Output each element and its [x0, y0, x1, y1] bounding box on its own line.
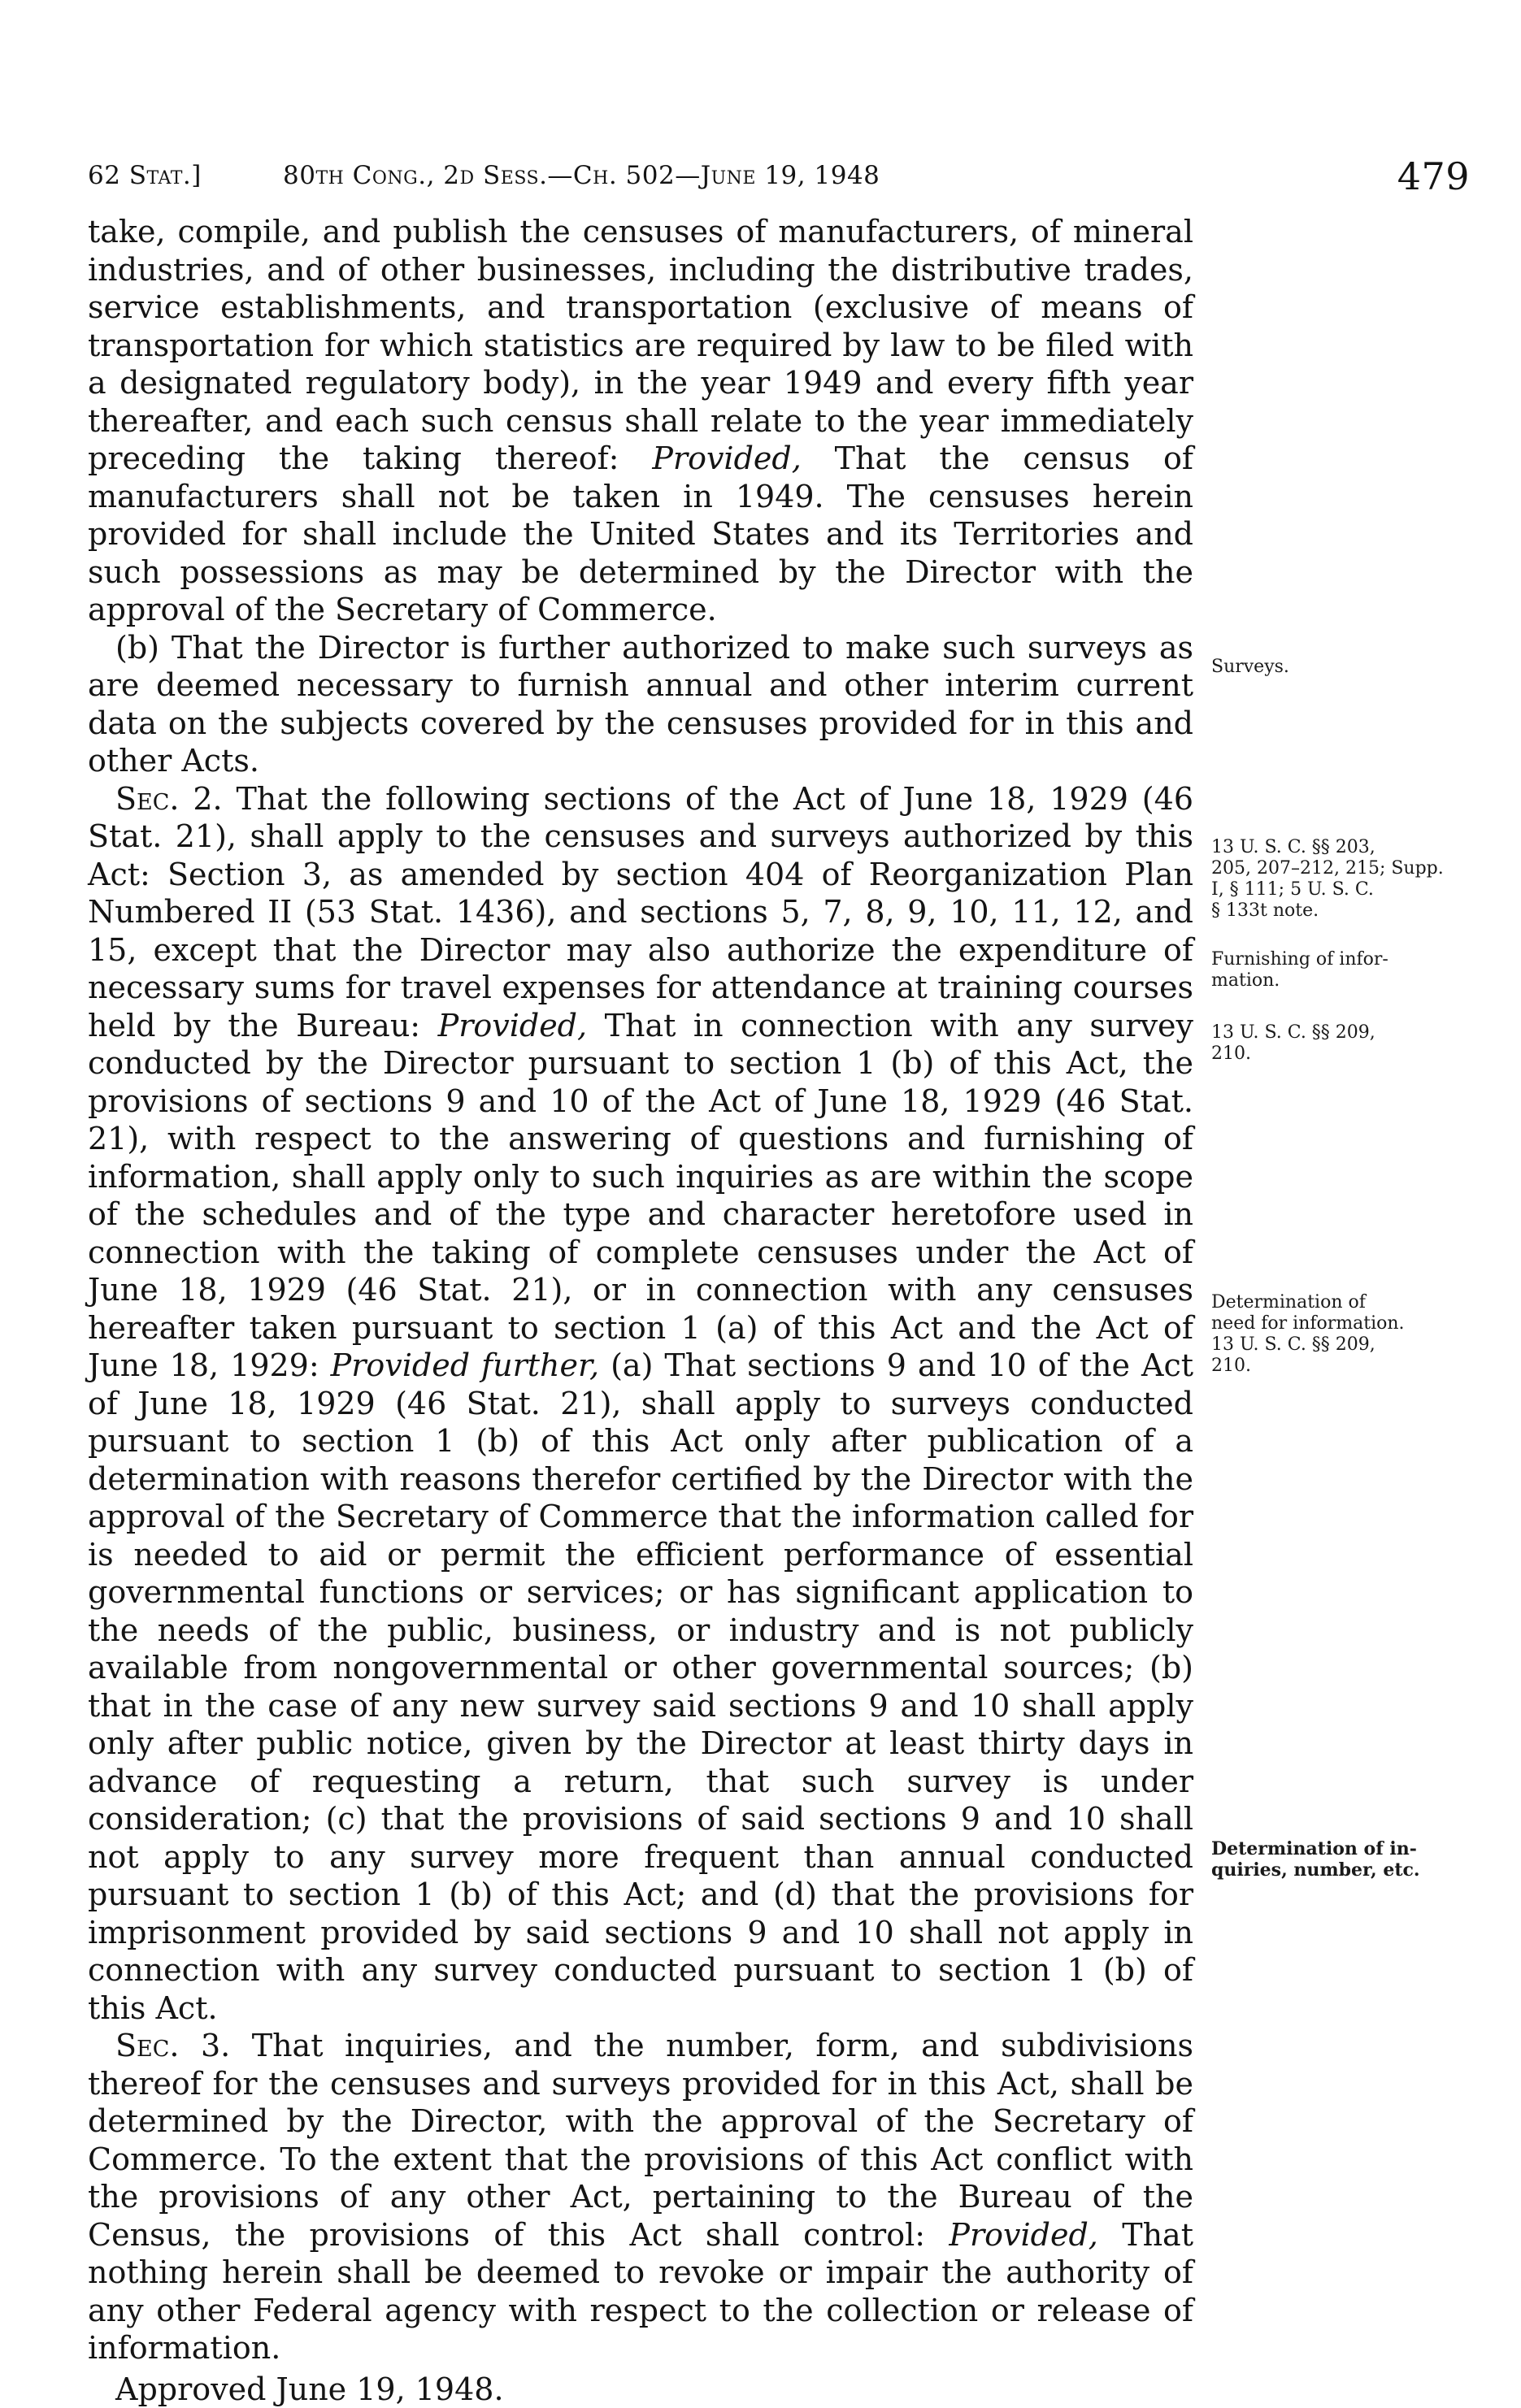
margin-note-line: Furnishing of infor-: [1211, 949, 1455, 970]
paragraph-censuses: [88, 213, 1193, 629]
paragraph-surveys: (b) That the Director is further authorized to make such surveys as are deemed necessary to furnish annual and other interim current data on the subjects covered by the censuses provided for in this and other Acts.: [88, 629, 1193, 780]
margin-note-surveys-text: Surveys.: [1211, 657, 1455, 678]
section-2-text-b: That in connection with any survey conducted by the Director pursuant to section 1 (b) of this Act, the provisions of sections 9 and 10 of the Act of June 18, 1929 (46 Stat. 21), with respect to the answering of questions and furnishing of information, shall apply only to such inquiries as are within the scope of the schedules and of the type and character heretofore used in connection with the taking of complete censuses under the Act of June 18, 1929 (46 Stat. 21), or in connection with any censuses hereafter taken pursuant to section 1 (a) of this Act and the Act of June 18, 1929:: [88, 1008, 1193, 1384]
page-number: 479: [1397, 154, 1470, 198]
margin-note-citation-3: [1211, 1334, 1455, 1377]
paragraph-section-2: [88, 780, 1193, 2028]
session-chapter-date: 80th Cong., 2d Sess.—Ch. 502—June 19, 1948: [283, 161, 880, 190]
statute-volume: 62 Stat.]: [88, 161, 202, 190]
margin-note-citation-2: [1211, 1022, 1455, 1065]
margin-note-line: mation.: [1211, 970, 1455, 991]
proviso-term: Provided,: [949, 2217, 1097, 2253]
citation-line: I, § 111; 5 U. S. C.: [1211, 879, 1455, 900]
section-2-text-c: (a) That sections 9 and 10 of the Act of June 18, 1929 (46 Stat. 21), shall apply to surveys conducted pursuant to section 1 (b) of this Act only after publication of a determination with reasons therefor certified by the Director with the approval of the Secretary of Commerce that the information called for is needed to aid or permit the efficient performance of essential governmental functions or services; or has significant application to the needs of the public, business, or industry and is not publicly available from nongovernmental or other governmental sources; (b) that in the case of any new survey said sections 9 and 10 shall apply only after public notice, given by the Director at least thirty days in advance of requesting a return, that such survey is under consideration; (c) that the provisions of said sections 9 and 10 shall not apply to any survey more frequent than annual conducted pursuant to section 1 (b) of this Act; and (d) that the provisions for imprisonment provided by said sections 9 and 10 shall not apply in connection with any survey conducted pursuant to section 1 (b) of this Act.: [88, 1347, 1193, 2026]
margin-note-surveys: [1211, 657, 1455, 678]
section-3-label: Sec. 3.: [115, 2028, 230, 2063]
section-2-label: Sec. 2.: [115, 781, 223, 817]
citation-line: 13 U. S. C. §§ 209,: [1211, 1334, 1455, 1356]
paragraph-section-3: [88, 2027, 1193, 2367]
citation-line: 13 U. S. C. §§ 203,: [1211, 837, 1455, 858]
margin-note-determination-inquiries: [1211, 1838, 1455, 1881]
citation-line: 13 U. S. C. §§ 209,: [1211, 1022, 1455, 1043]
body-text: [88, 213, 1193, 2408]
citation-line: 210.: [1211, 1043, 1455, 1065]
citation-line: § 133t note.: [1211, 900, 1455, 922]
margin-note-line: Determination of in-: [1211, 1838, 1455, 1859]
margin-note-furnishing: [1211, 949, 1455, 991]
margin-note-line: quiries, number, etc.: [1211, 1859, 1455, 1881]
proviso-term: Provided,: [652, 440, 801, 476]
section-3-text-a: That inquiries, and the number, form, and subdivisions thereof for the censuses and surveys provided for in this Act, shall be determined by the Director, with the approval of the Secretary of Commerce. To the extent that the provisions of this Act conflict with the provisions of any other Act, pertaining to the Bureau of the Census, the provisions of this Act shall control:: [88, 2028, 1193, 2253]
approval-date: Approved June 19, 1948.: [88, 2371, 1193, 2408]
margin-note-determination-need: [1211, 1292, 1455, 1334]
proviso-term: Provided,: [438, 1008, 587, 1043]
paragraph-censuses-text-rest: That the census of manufacturers shall not be taken in 1949. The censuses herein provided for shall include the United States and its Territories and such possessions as may be determined by the Director with the approval of the Secretary of Commerce.: [88, 440, 1193, 627]
margin-note-line: Determination of: [1211, 1292, 1455, 1313]
citation-line: 205, 207–212, 215; Supp.: [1211, 858, 1455, 879]
section-2-text-a: That the following sections of the Act of June 18, 1929 (46 Stat. 21), shall apply to the censuses and surveys authorized by this Act: Section 3, as amended by section 404 of Reorganization Plan Numbered II (53 Stat. 1436), and sections 5, 7, 8, 9, 10, 11, 12, and 15, except that the Director may also authorize the expenditure of necessary sums for travel expenses for attendance at training courses held by the Bureau:: [88, 781, 1193, 1043]
margin-note-line: need for information.: [1211, 1313, 1455, 1334]
paragraph-censuses-text: take, compile, and publish the censuses of manufacturers, of mineral industries, and of other businesses, including the distributive trades, service establishments, and transportation (exclusive of means of transportation for which statistics are required by law to be filed with a designated regulatory body), in the year 1949 and every fifth year thereafter, and each such census shall relate to the year immediately preceding the taking thereof:: [88, 214, 1193, 476]
margin-note-citation-1: [1211, 837, 1455, 922]
proviso-further-term: Provided further,: [331, 1347, 599, 1383]
page-header: [88, 154, 1470, 203]
section-3-text-b: That nothing herein shall be deemed to revoke or impair the authority of any other Federal agency with respect to the collection or release of information.: [88, 2217, 1193, 2367]
citation-line: 210.: [1211, 1356, 1455, 1377]
